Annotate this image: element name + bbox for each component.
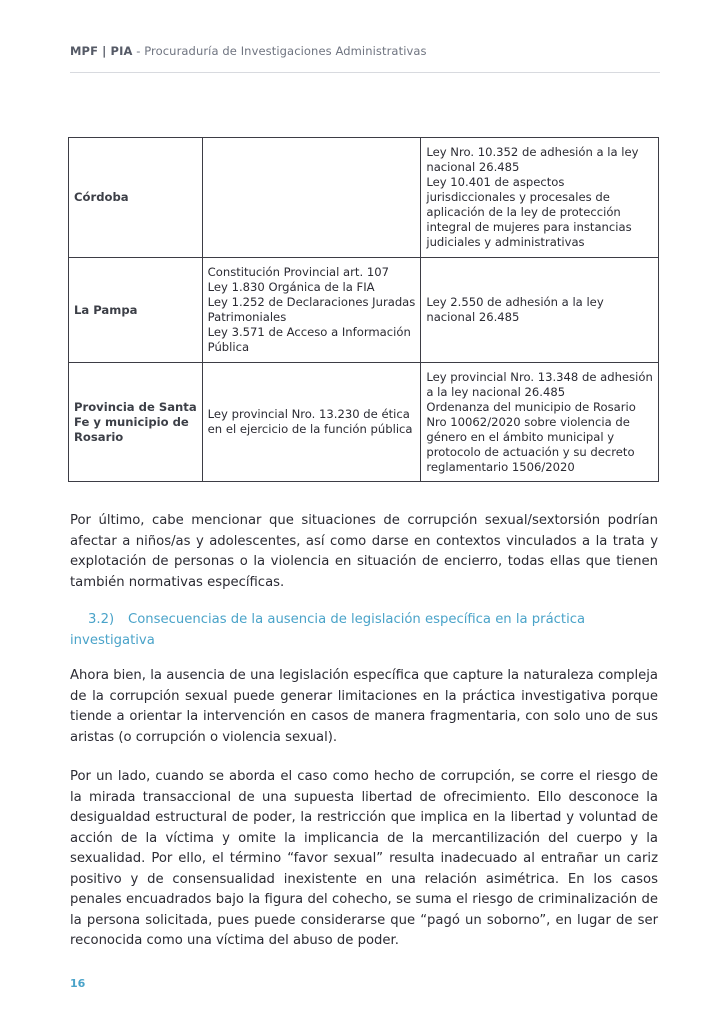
paragraph-intro: Ahora bien, la ausencia de una legislación específica que capture la naturaleza compleja de la corrupción sexual puede generar limitaciones en la práctica investigativa porque tiende a orientar la intervención en casos de manera fragmentaria, con solo uno de sus aristas (o corrupción o violencia sexual). [70, 668, 658, 745]
table-cell-empty [202, 138, 421, 258]
cell-line: nacional 26.485 [426, 160, 520, 174]
cell-line: en el ejercicio de la función pública [207, 422, 413, 436]
table-cell [421, 138, 658, 258]
jurisdiction-name: Córdoba [74, 190, 129, 204]
page-number: 16 [70, 977, 86, 990]
table-row [69, 258, 659, 363]
cell-line: Ley 2.550 de adhesión a la ley [426, 295, 604, 309]
jurisdiction-cell [69, 138, 203, 258]
table-row [69, 363, 659, 482]
cell-line: Ley 10.401 de aspectos [426, 175, 565, 189]
cell-line: aplicación de la ley de protección [426, 205, 621, 219]
section-heading [70, 610, 658, 651]
paragraph-corruption-risk: Por un lado, cuando se aborda el caso como hecho de corrupción, se corre el riesgo de la mirada transaccional de una supuesta libertad de ofrecimiento. Ello desconoce la desigualdad estructural de poder, la restricción que implica en la libertad y voluntad de acción de la víctima y omite la implicancia de la mercantilización del cuerpo y la sexualidad. Por ello, el término “favor sexual” resulta inadecuado al entrañar un cariz positivo y de consensualidad inexistente en una relación asimétrica. En los casos penales encuadrados bajo la figura del cohecho, se suma el riesgo de criminalización de la persona solicitada, pues puede considerarse que “pagó un soborno”, en lugar de ser reconocida como una víctima del abuso de poder. [70, 769, 658, 948]
cell-line: Ordenanza del municipio de Rosario [426, 399, 636, 414]
paragraph-closing-note: Por último, cabe mencionar que situaciones de corrupción sexual/sextorsión podrían afectar a niños/as y adolescentes, así como darse en contextos vinculados a la trata y explotación de personas o la violencia en situación de encierro, todas ellas que tienen también normativas específicas. [70, 513, 658, 590]
table-cell [421, 258, 658, 363]
page-header [70, 44, 655, 58]
cell-line: judiciales y administrativas [426, 235, 585, 249]
table-row [69, 138, 659, 258]
header-separator: - [132, 44, 145, 58]
cell-line: Pública [207, 340, 250, 354]
table-cell [202, 363, 421, 482]
cell-line: jurisdiccionales y procesales de [426, 190, 610, 204]
cell-line: Ley Nro. 10.352 de adhesión a la ley [426, 145, 639, 159]
legislation-table [68, 137, 659, 482]
jurisdiction-cell [69, 363, 203, 482]
cell-line: Ley 1.830 Orgánica de la FIA [207, 280, 375, 294]
cell-line: Patrimoniales [207, 310, 287, 324]
cell-line: Nro 10062/2020 sobre violencia de [426, 414, 630, 429]
jurisdiction-name-line: Provincia de Santa [74, 399, 197, 414]
table-cell [202, 258, 421, 363]
cell-line: Ley provincial Nro. 13.348 de adhesión [426, 369, 653, 384]
jurisdiction-name-line: Rosario [74, 429, 124, 444]
cell-line: Constitución Provincial art. 107 [207, 265, 389, 279]
cell-line: reglamentario 1506/2020 [426, 459, 575, 474]
header-brand: MPF | PIA [70, 44, 133, 58]
table-cell [421, 363, 658, 482]
cell-line: a la ley nacional 26.485 [426, 384, 566, 399]
header-title: Procuraduría de Investigaciones Administrativas [144, 44, 427, 58]
jurisdiction-cell [69, 258, 203, 363]
cell-line: Ley 1.252 de Declaraciones Juradas [207, 295, 416, 309]
cell-line: integral de mujeres para instancias [426, 220, 632, 234]
cell-line: Ley 3.571 de Acceso a Información [207, 325, 411, 339]
section-number: 3.2) [88, 612, 115, 627]
cell-line: protocolo de actuación y su decreto [426, 444, 635, 459]
jurisdiction-name: La Pampa [74, 302, 138, 317]
cell-line: género en el ámbito municipal y [426, 429, 615, 444]
cell-line: nacional 26.485 [426, 310, 520, 324]
jurisdiction-name-line: Fe y municipio de [74, 414, 189, 429]
section-title: Consecuencias de la ausencia de legislación específica en la práctica investigativa [70, 612, 586, 648]
header-divider [70, 72, 660, 73]
cell-line: Ley provincial Nro. 13.230 de ética [207, 407, 410, 421]
